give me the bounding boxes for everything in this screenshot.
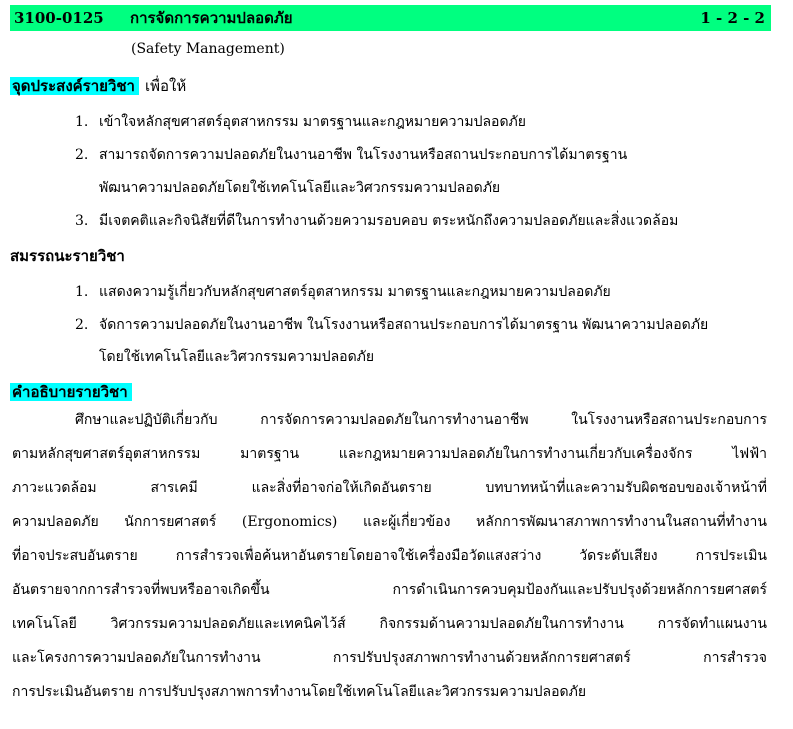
competency-item-1: [75, 281, 611, 303]
competency-item-2-continuation: โดยใช้เทคโนโลยีและวิศวกรรมความปลอดภัย: [99, 349, 375, 365]
list-text: มีเจตคติและกิจนิสัยที่ดีในการทำงานด้วยความรอบคอบ ตระหนักถึงความปลอดภัยและสิ่งแวดล้อม: [99, 213, 679, 229]
objectives-heading-label: จุดประสงค์รายวิชา: [10, 77, 139, 95]
description-line: เทคโนโลยี วิศวกรรมความปลอดภัยและเทคนิคไว้ส์ กิจกรรมด้านความปลอดภัยในการทำงาน การจัดทำแผนงาน: [12, 616, 767, 632]
description-line: ความปลอดภัย นักการยศาสตร์ (Ergonomics) และผู้เกี่ยวข้อง หลักการพัฒนาสภาพการทำงานในสถานที่ทำงาน: [12, 514, 767, 530]
list-number: 2.: [75, 147, 89, 163]
objectives-heading: [10, 74, 186, 98]
course-code: 3100-0125: [14, 9, 104, 27]
course-name: การจัดการความปลอดภัย: [130, 9, 293, 27]
course-credits: 1 - 2 - 2: [700, 9, 765, 27]
description-line: ที่อาจประสบอันตราย การสำรวจเพื่อค้นหาอันตรายโดยอาจใช้เครื่องมือวัดแสงสว่าง วัดระดับเสียง การประเมิน: [12, 548, 767, 564]
list-text: แสดงความรู้เกี่ยวกับหลักสุขศาสตร์อุตสาหกรรม มาตรฐานและกฎหมายความปลอดภัย: [99, 284, 611, 300]
list-number: 1.: [75, 284, 89, 300]
competencies-heading-label: สมรรถนะรายวิชา: [10, 247, 125, 265]
description-line: อันตรายจากการสำรวจที่พบหรืออาจเกิดขึ้น การดำเนินการควบคุมป้องกันและปรับปรุงด้วยหลักการยศาสตร์: [12, 582, 767, 598]
objective-item-1: [75, 111, 526, 133]
objective-item-3: [75, 210, 678, 232]
objective-item-2-continuation: พัฒนาความปลอดภัยโดยใช้เทคโนโลยีและวิศวกรรมความปลอดภัย: [99, 180, 501, 196]
description-line: ตามหลักสุขศาสตร์อุตสาหกรรม มาตรฐาน และกฎหมายความปลอดภัยในการทำงานเกี่ยวกับเครื่องจักร ไฟฟ้า: [12, 446, 767, 462]
description-line: ศึกษาและปฏิบัติเกี่ยวกับ การจัดการความปลอดภัยในการทำงานอาชีพ ในโรงงานหรือสถานประกอบการ: [75, 412, 767, 428]
list-number: 3.: [75, 213, 89, 229]
competency-item-2: [75, 314, 708, 336]
competencies-heading: [10, 244, 125, 268]
description-heading: [10, 380, 132, 404]
objective-item-2: [75, 144, 627, 166]
list-number: 2.: [75, 317, 89, 333]
list-text: จัดการความปลอดภัยในงานอาชีพ ในโรงงานหรือสถานประกอบการได้มาตรฐาน พัฒนาความปลอดภัย: [99, 317, 709, 333]
description-line: การประเมินอันตราย การปรับปรุงสภาพการทำงานโดยใช้เทคโนโลยีและวิศวกรรมความปลอดภัย: [12, 684, 587, 700]
course-header-bar: [10, 5, 771, 31]
course-subtitle: (Safety Management): [131, 41, 285, 57]
description-heading-label: คำอธิบายรายวิชา: [10, 383, 132, 401]
description-line: และโครงการความปลอดภัยในการทำงาน การปรับปรุงสภาพการทำงานด้วยหลักการยศาสตร์ การสำรวจ: [12, 650, 767, 666]
objectives-heading-suffix: เพื่อให้: [144, 77, 187, 95]
list-number: 1.: [75, 114, 89, 130]
list-text: สามารถจัดการความปลอดภัยในงานอาชีพ ในโรงงานหรือสถานประกอบการได้มาตรฐาน: [99, 147, 628, 163]
description-line: ภาวะแวดล้อม สารเคมี และสิ่งที่อาจก่อให้เกิดอันตราย บทบาทหน้าที่และความรับผิดชอบของเจ้าหน้าที่: [12, 480, 767, 496]
list-text: เข้าใจหลักสุขศาสตร์อุตสาหกรรม มาตรฐานและกฎหมายความปลอดภัย: [99, 114, 526, 130]
